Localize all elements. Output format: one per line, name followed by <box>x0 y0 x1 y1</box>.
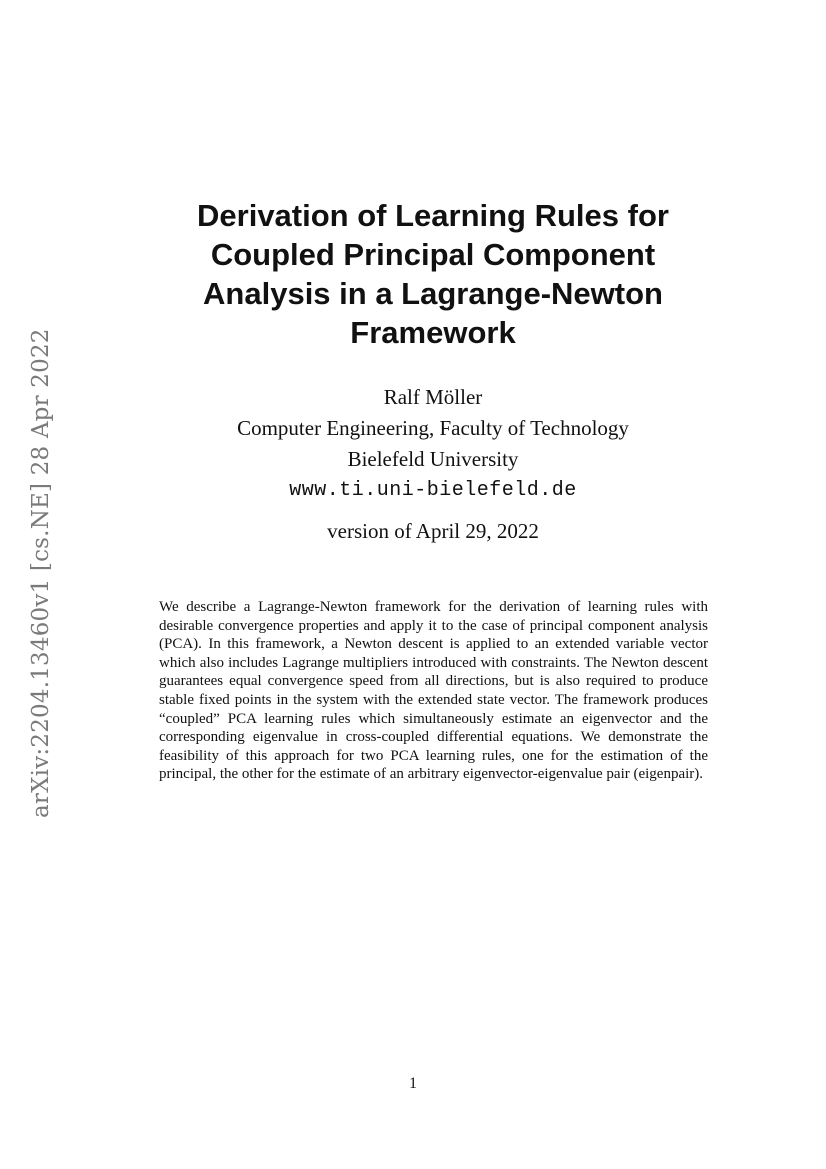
paper-title <box>140 196 726 352</box>
title-line: Derivation of Learning Rules for <box>197 198 669 233</box>
author-university: Bielefeld University <box>347 447 519 471</box>
version-date: version of April 29, 2022 <box>327 519 539 543</box>
title-line: Framework <box>350 315 516 350</box>
author-name: Ralf Möller <box>383 385 483 409</box>
title-line: Analysis in a Lagrange-Newton <box>203 276 663 311</box>
author-url: www.ti.uni-bielefeld.de <box>289 479 577 502</box>
abstract: We describe a Lagrange-Newton framework for the derivation of learning rules with desirable convergence properties and apply it to the case of principal component analysis (PCA). In this framework, a Newton descent is applied to an extended variable vector which also includes Lagrange multipliers introduced with constraints. The Newton descent guarantees equal convergence speed from all directions, but is also required to produce stable fixed points in the system with the extended state vector. The framework produces “coupled” PCA learning rules which simultaneously estimate an eigenvector and the corresponding eigenvalue in cross-coupled differential equations. We demonstrate the feasibility of this approach for two PCA learning rules, one for the estimation of the principal, the other for the estimate of an arbitrary eigenvector-eigenvalue pair (eigenpair). <box>159 599 708 783</box>
author-block <box>160 382 706 506</box>
arxiv-identifier-stamp: arXiv:2204.13460v1 [cs.NE] 28 Apr 2022 <box>28 328 54 818</box>
title-line: Coupled Principal Component <box>210 237 656 272</box>
author-department: Computer Engineering, Faculty of Technology <box>237 416 629 440</box>
page-number: 1 <box>409 1075 417 1092</box>
